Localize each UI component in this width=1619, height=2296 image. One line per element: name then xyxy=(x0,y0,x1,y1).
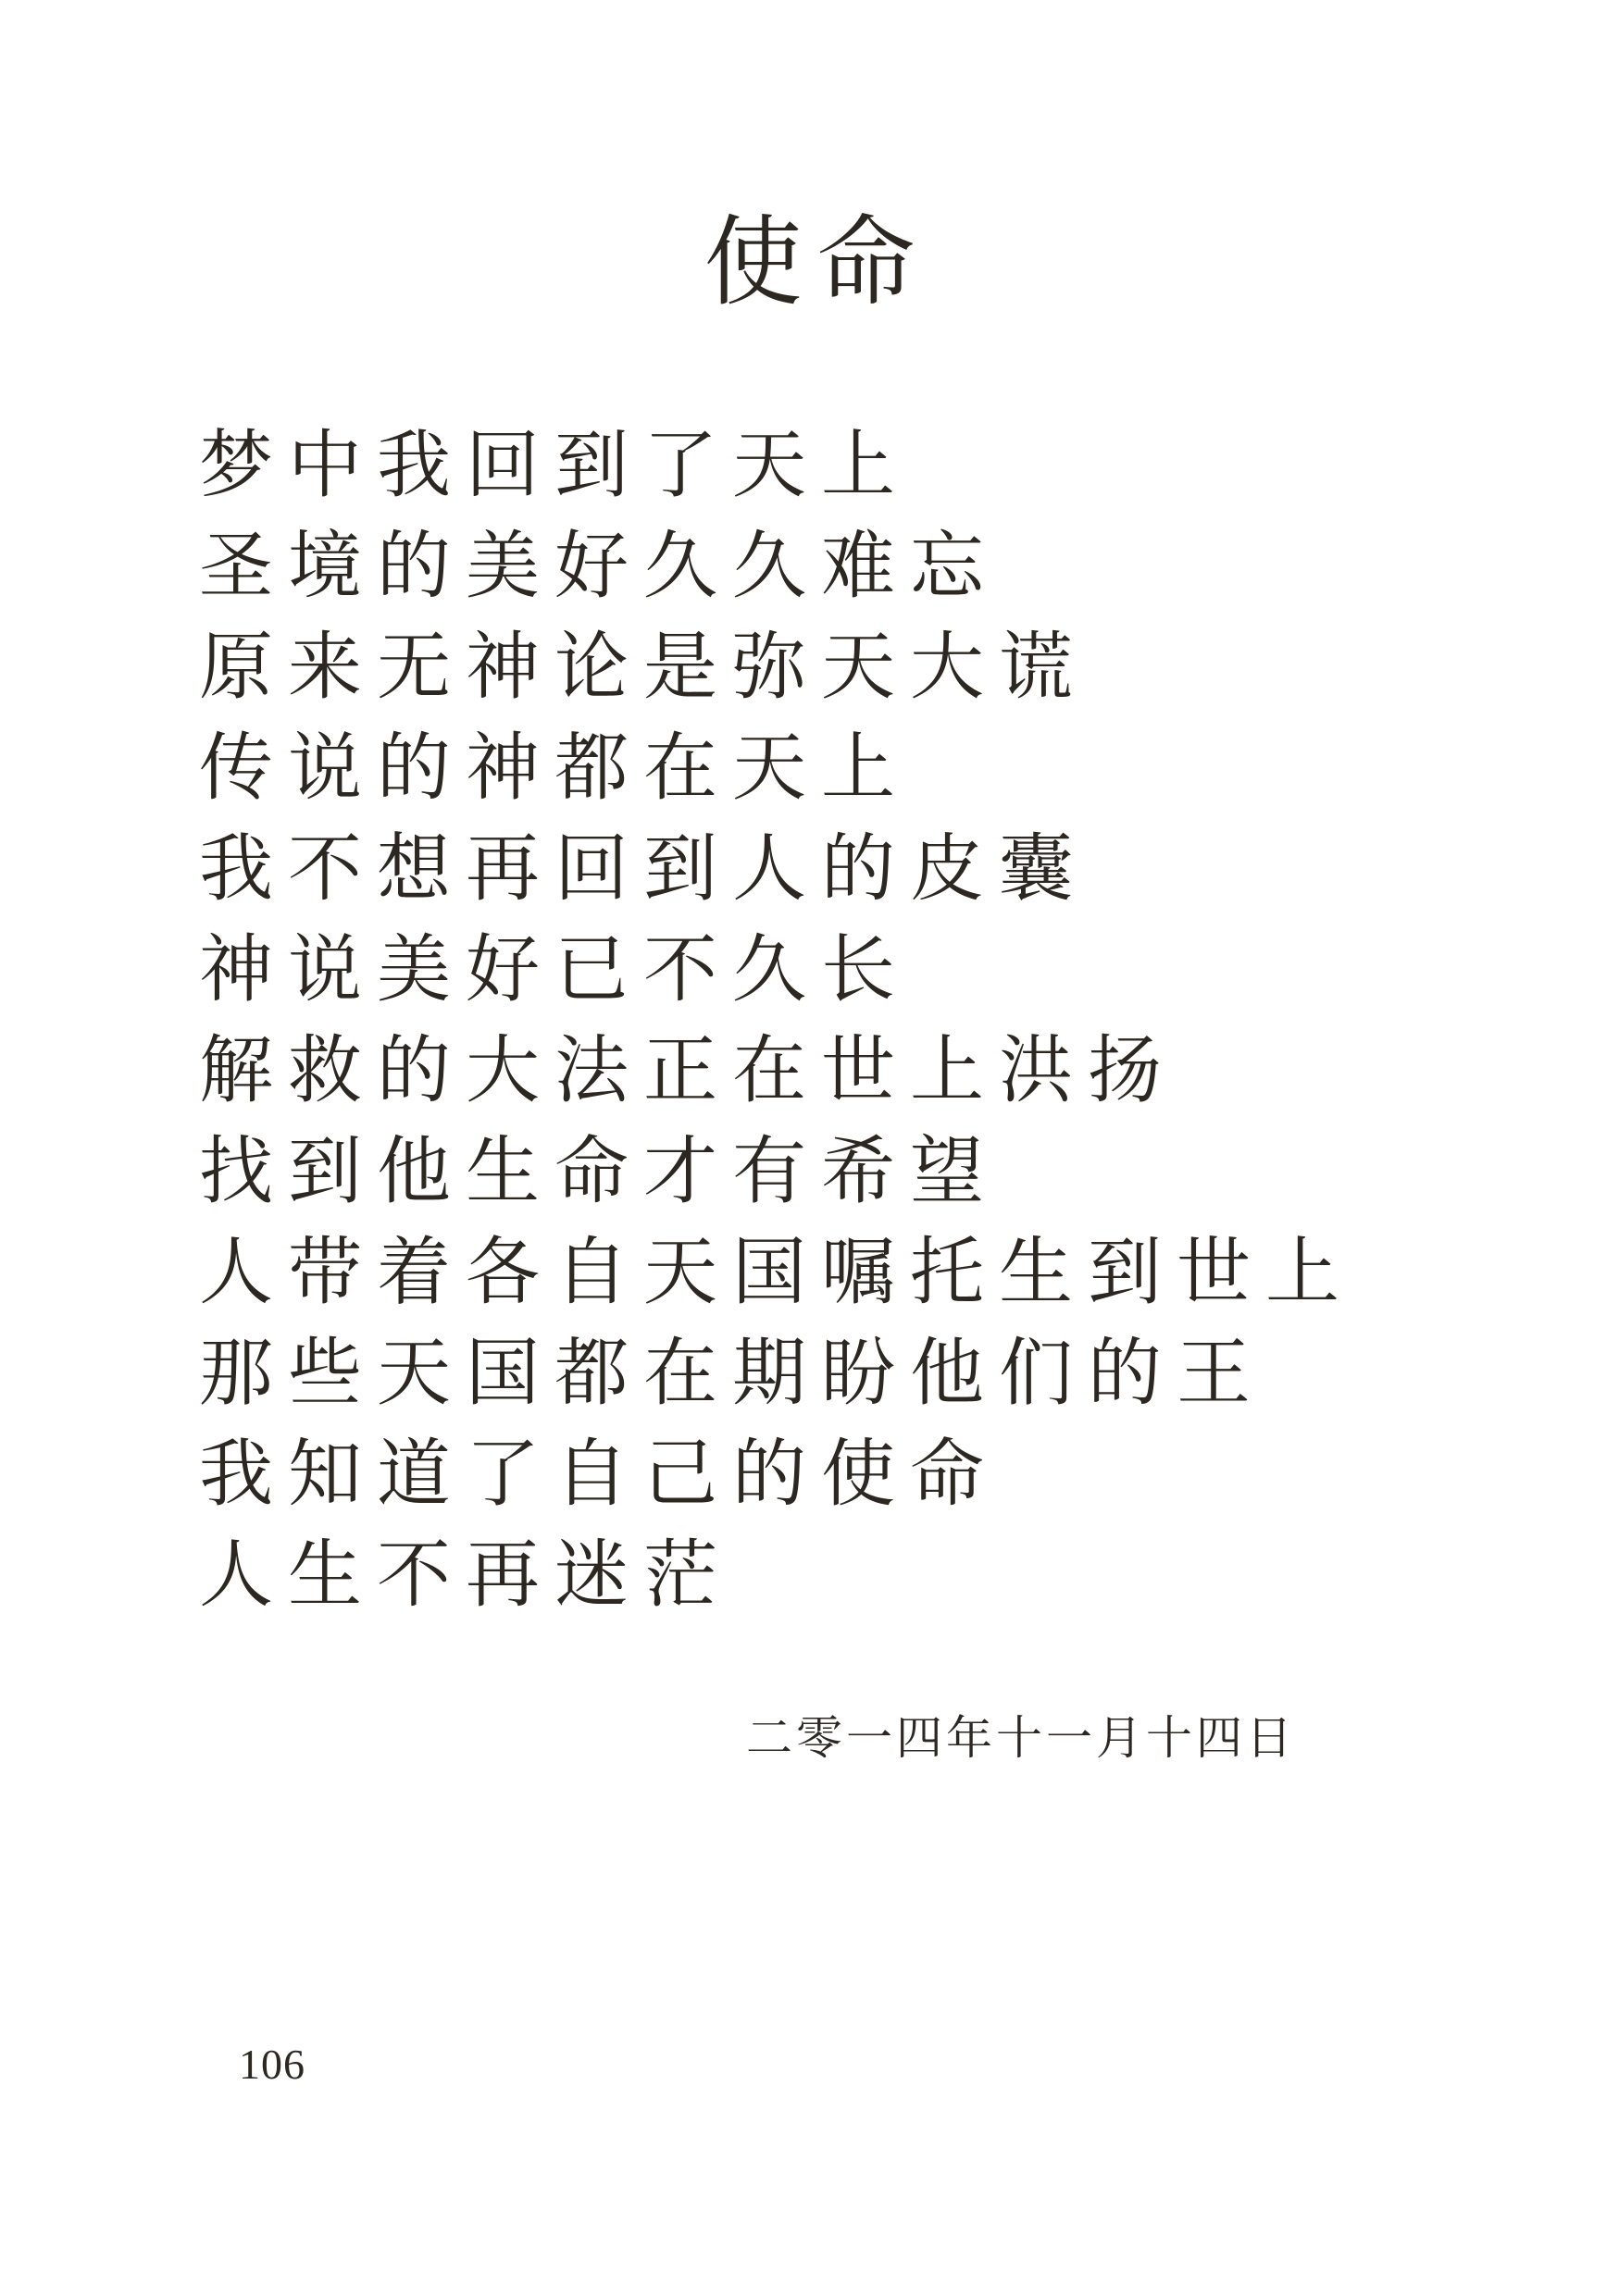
poem-body xyxy=(199,415,1508,1625)
poem-line: 那些天国都在期盼他们的王 xyxy=(199,1330,1265,1416)
poem-line: 我知道了自己的使命 xyxy=(199,1431,999,1517)
poem-line: 梦中我回到了天上 xyxy=(199,422,910,508)
poem-line: 解救的大法正在世上洪扬 xyxy=(199,1027,1177,1113)
poem-line: 我不想再回到人的皮囊 xyxy=(199,825,1088,912)
poem-date: 二零一四年十一月十四日 xyxy=(746,1711,1296,1765)
poem-line: 人带着各自天国嘱托生到世上 xyxy=(199,1229,1354,1315)
poem-line: 找到他生命才有希望 xyxy=(199,1128,999,1214)
poem-line: 人生不再迷茫 xyxy=(199,1532,732,1618)
poem-line: 传说的神都在天上 xyxy=(199,725,910,811)
poem-line: 神说美好已不久长 xyxy=(199,926,910,1012)
poem-line: 圣境的美好久久难忘 xyxy=(199,523,999,609)
poem-title: 使命 xyxy=(704,205,930,319)
page-number: 106 xyxy=(239,2041,305,2088)
poem-line: 原来无神论是弥天大谎 xyxy=(199,624,1088,710)
